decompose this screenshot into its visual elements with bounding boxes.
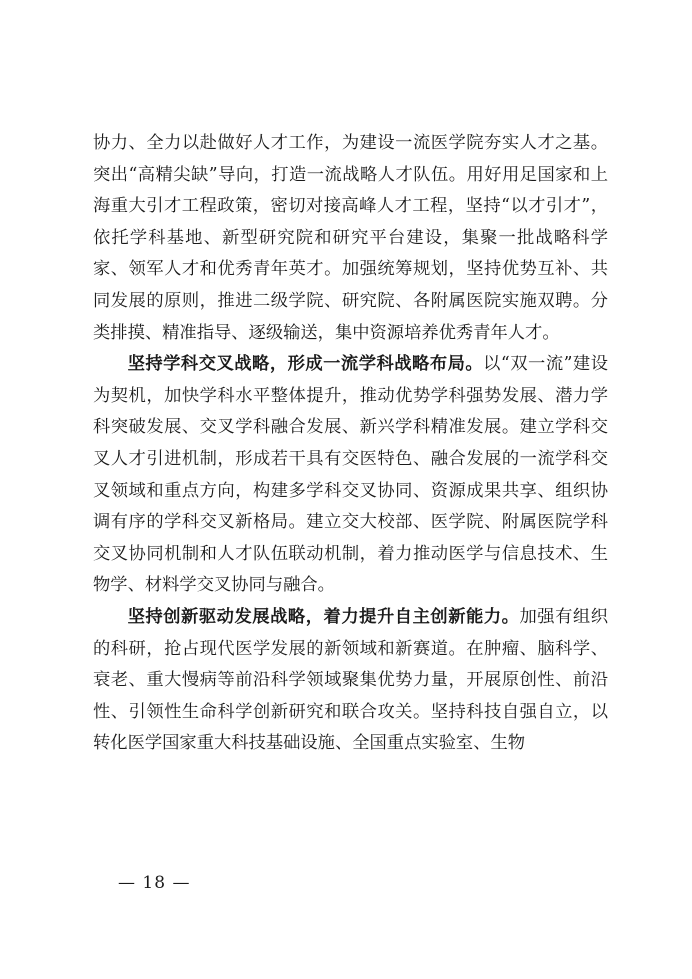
paragraph-innovation [93, 602, 608, 760]
paragraph-innovation-body: 加强有组织的科研，抢占现代医学发展的新领域和新赛道。在肿瘤、脑科学、衰老、重大慢病等前沿科学领域聚集优势力量，开展原创性、前沿性、引领性生命科学创新研究和联合攻关。坚持科技自强自立，以转化医学国家重大科技基础设施、全国重点实验室、生物 [93, 606, 608, 754]
paragraph-talent [93, 128, 608, 349]
paragraph-discipline-body: 以“双一流”建设为契机，加快学科水平整体提升，推动优势学科强势发展、潜力学科突破发展、交叉学科融合发展、新兴学科精准发展。建立学科交叉人才引进机制，形成若干具有交医特色、融合发展的一流学科交叉领域和重点方向，构建多学科交叉协同、资源成果共享、组织协调有序的学科交叉新格局。建立交大校部、医学院、附属医院学科交叉协同机制和人才队伍联动机制，着力推动医学与信息技术、生物学、材料学交叉协同与融合。 [93, 354, 608, 596]
paragraph-discipline-lead: 坚持学科交叉战略，形成一流学科战略布局。 [127, 354, 484, 375]
page-number: — 18 — [118, 873, 191, 893]
paragraph-discipline [93, 349, 608, 602]
body-text [93, 128, 608, 760]
paragraph-innovation-lead: 坚持创新驱动发展战略，着力提升自主创新能力。 [127, 606, 520, 627]
paragraph-talent-body: 协力、全力以赴做好人才工作，为建设一流医学院夯实人才之基。突出“高精尖缺”导向，打造一流战略人才队伍。用好用足国家和上海重大引才工程政策，密切对接高峰人才工程，坚持“以才引才”，依托学科基地、新型研究院和研究平台建设，集聚一批战略科学家、领军人才和优秀青年英才。加强统筹规划，坚持优势互补、共同发展的原则，推进二级学院、研究院、各附属医院实施双聘。分类排摸、精准指导、逐级输送，集中资源培养优秀青年人才。 [93, 133, 608, 343]
